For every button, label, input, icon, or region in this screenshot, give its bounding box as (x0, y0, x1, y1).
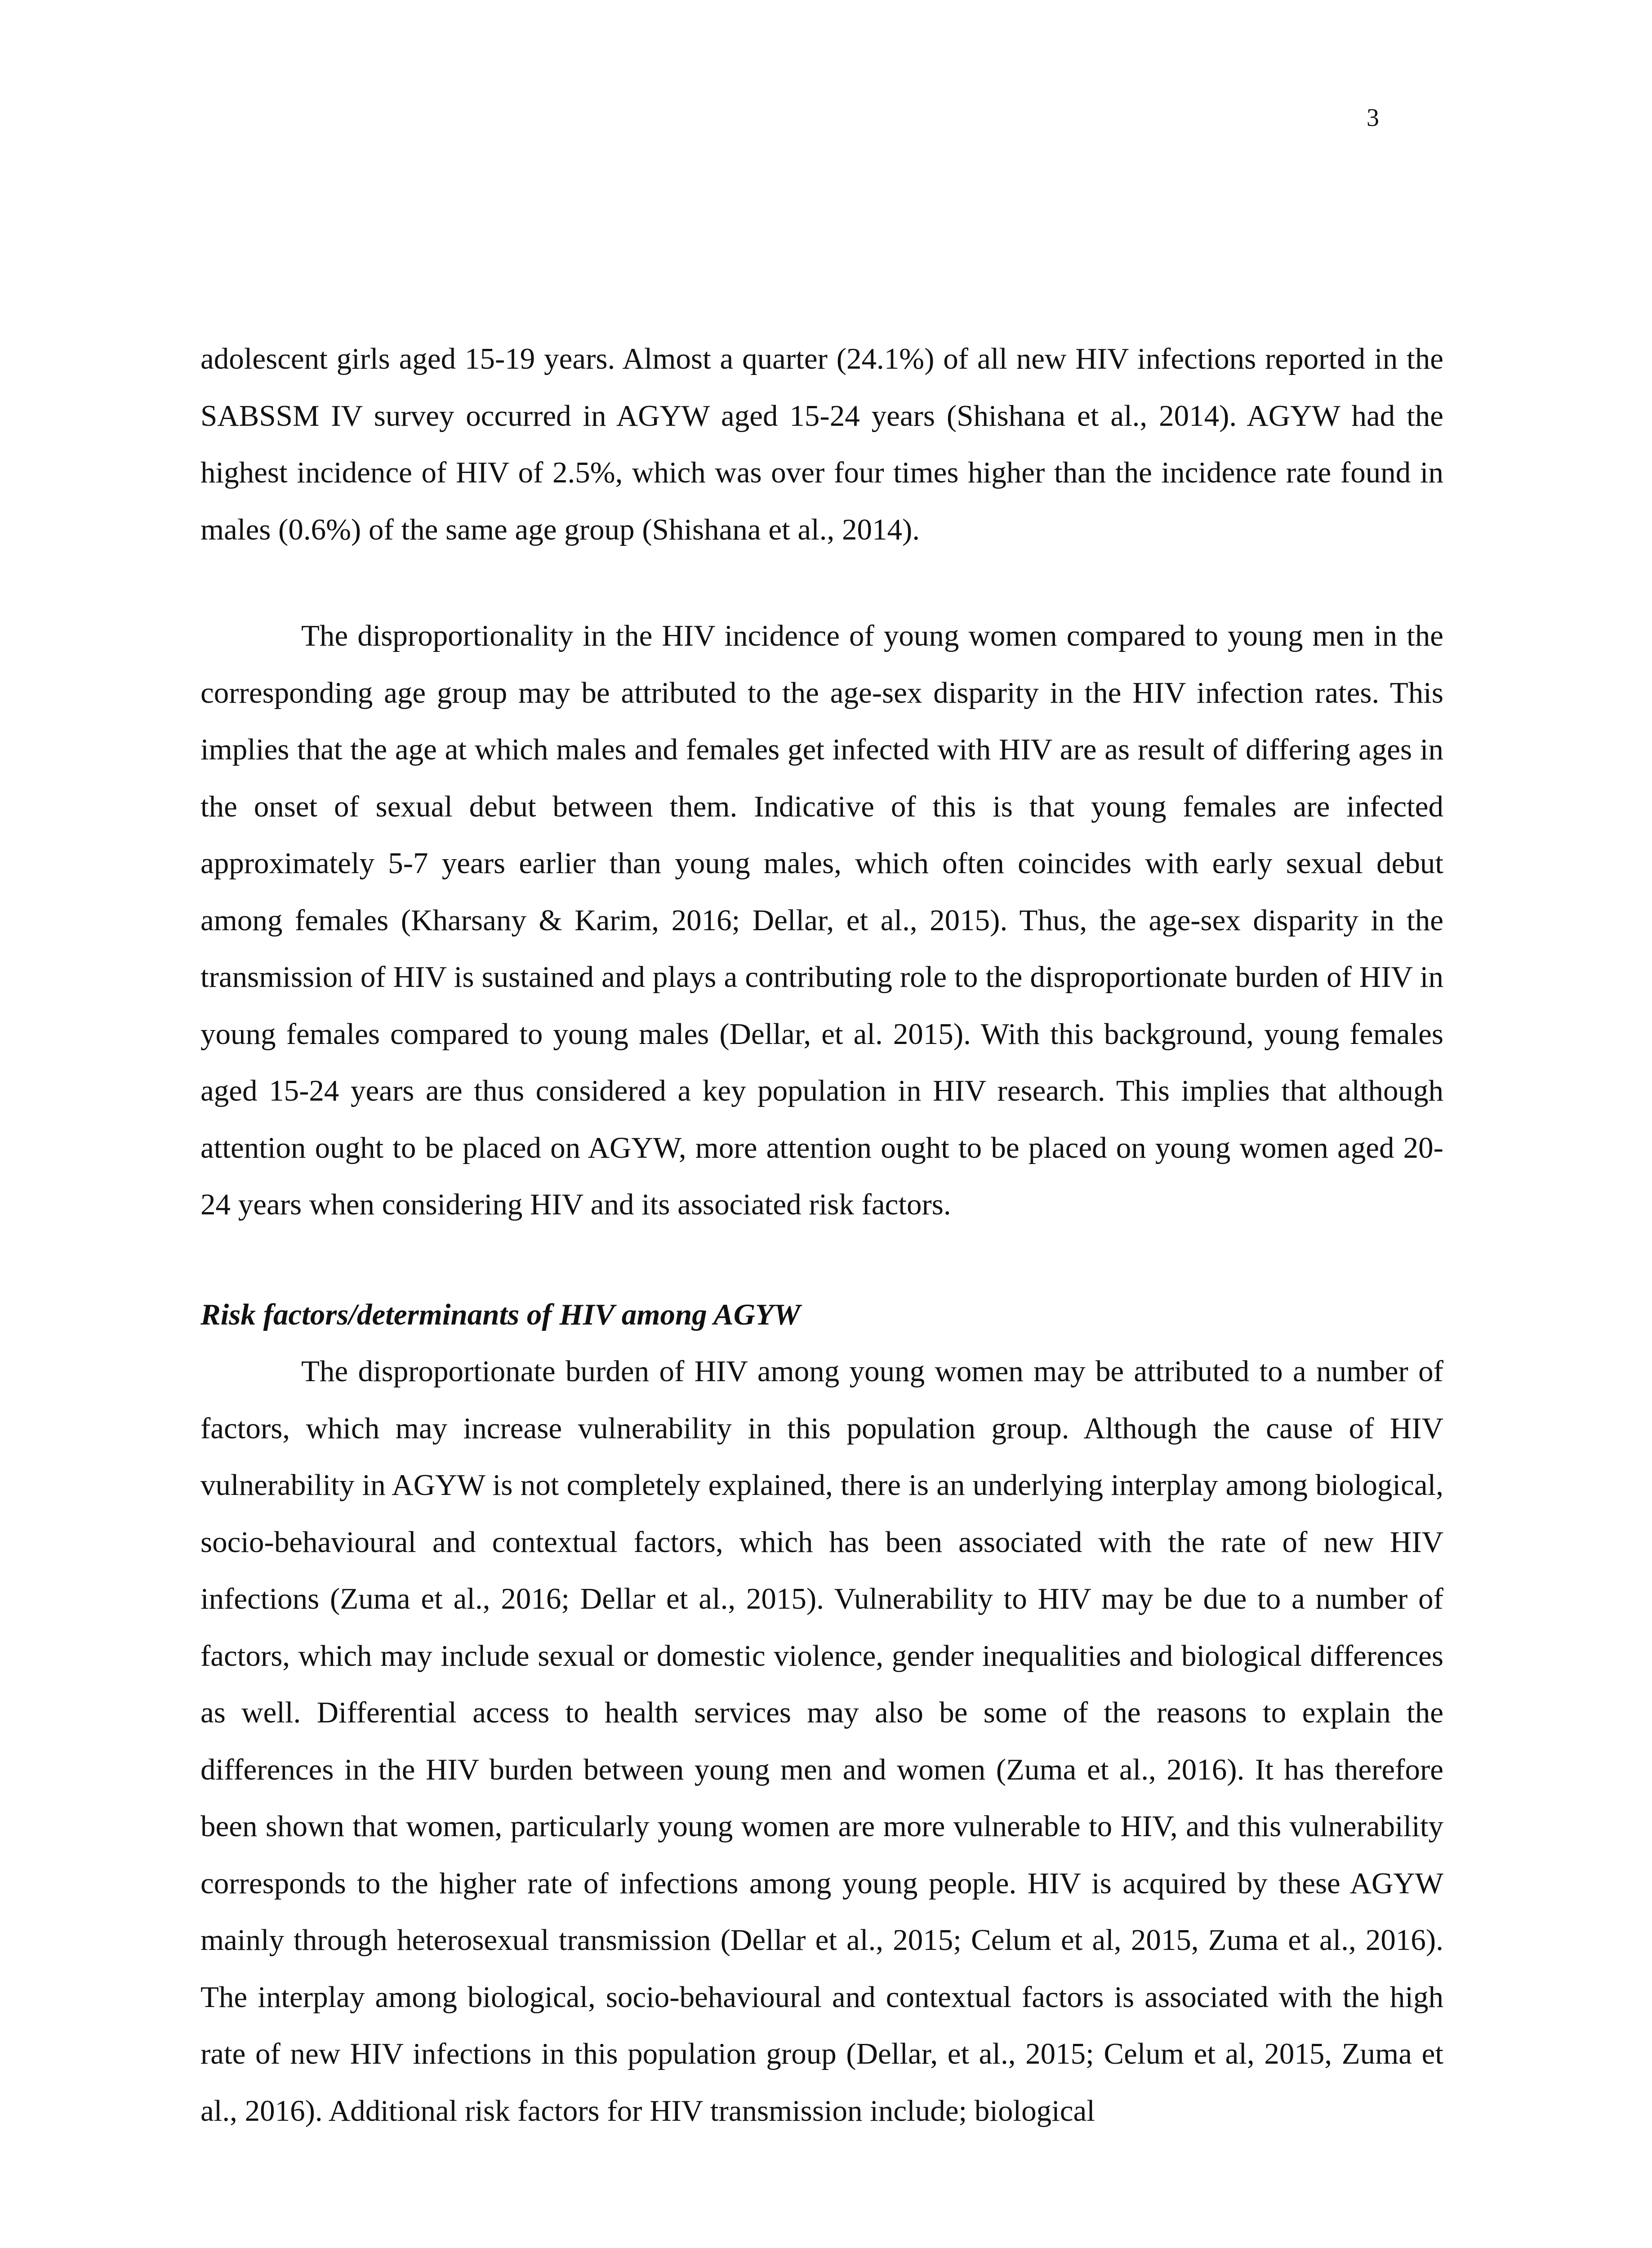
paragraph-age-sex-disparity: The disproportionality in the HIV incidence of young women compared to young men in the corresponding age group may be attributed to the age-sex disparity in the HIV infection rates. This implies that the age at which males and females get infected with HIV are as result of differing ages in the onset of sexual debut between them. Indicative of this is that young females are infected approximately 5-7 years earlier than young males, which often coincides with early sexual debut among females (Kharsany & Karim, 2016; Dellar, et al., 2015). Thus, the age-sex disparity in the transmission of HIV is sustained and plays a contributing role to the disproportionate burden of HIV in young females compared to young males (Dellar, et al. 2015). With this background, young females aged 15-24 years are thus considered a key population in HIV research. This implies that although attention ought to be placed on AGYW, more attention ought to be placed on young women aged 20-24 years when considering HIV and its associated risk factors. (200, 619, 1443, 1221)
paragraph-continuation: adolescent girls aged 15-19 years. Almost a quarter (24.1%) of all new HIV infections reported in the SABSSM IV survey occurred in AGYW aged 15-24 years (Shishana et al., 2014). AGYW had the highest incidence of HIV of 2.5%, which was over four times higher than the incidence rate found in males (0.6%) of the same age group (Shishana et al., 2014). (200, 342, 1443, 546)
section-heading-risk-factors: Risk factors/determinants of HIV among AGYW (200, 1298, 801, 1331)
page-body (200, 330, 1443, 2139)
page-number: 3 (1367, 104, 1379, 132)
paragraph-risk-factors: The disproportionate burden of HIV among young women may be attributed to a number of factors, which may increase vulnerability in this population group. Although the cause of HIV vulnerability in AGYW is not completely explained, there is an underlying interplay among biological, socio-behavioural and contextual factors, which has been associated with the rate of new HIV infections (Zuma et al., 2016; Dellar et al., 2015). Vulnerability to HIV may be due to a number of factors, which may include sexual or domestic violence, gender inequalities and biological differences as well. Differential access to health services may also be some of the reasons to explain the differences in the HIV burden between young men and women (Zuma et al., 2016). It has therefore been shown that women, particularly young women are more vulnerable to HIV, and this vulnerability corresponds to the higher rate of infections among young people. HIV is acquired by these AGYW mainly through heterosexual transmission (Dellar et al., 2015; Celum et al, 2015, Zuma et al., 2016). The interplay among biological, socio-behavioural and contextual factors is associated with the high rate of new HIV infections in this population group (Dellar, et al., 2015; Celum et al, 2015, Zuma et al., 2016). Additional risk factors for HIV transmission include; biological (200, 1355, 1443, 2128)
